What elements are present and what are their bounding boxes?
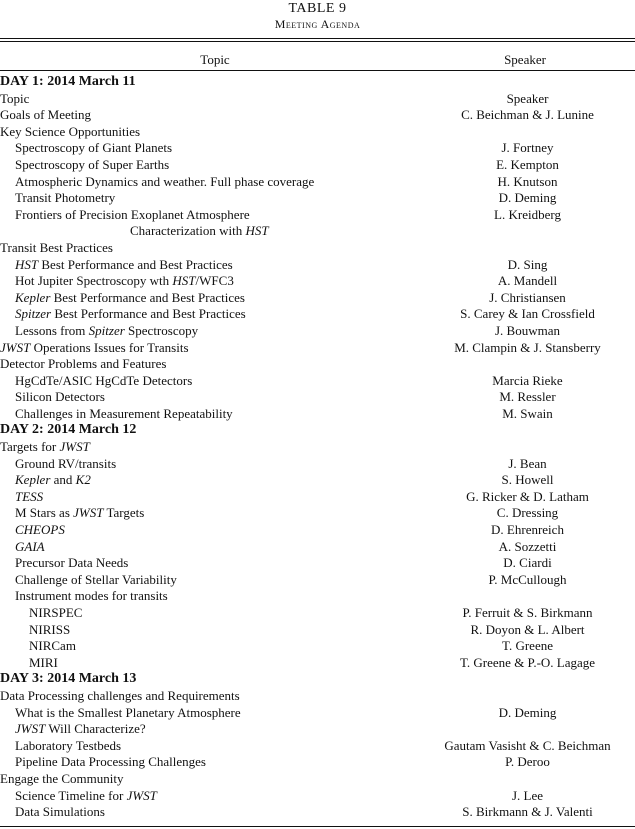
topic-segment: Challenge of Stellar Variability xyxy=(15,571,177,587)
topic-segment: Challenges in Measurement Repeatability xyxy=(15,405,233,421)
topic-segment: DAY 3: 2014 March 13 xyxy=(0,671,137,687)
topic-segment: Topic xyxy=(0,90,30,106)
table-row xyxy=(0,389,635,406)
topic-italic-segment: JWST xyxy=(73,505,104,521)
topic-segment: Data Simulations xyxy=(15,804,105,820)
row-topic xyxy=(15,721,146,738)
row-topic xyxy=(15,555,128,572)
row-topic xyxy=(15,505,144,522)
topic-segment: HgCdTe/ASIC HgCdTe Detectors xyxy=(15,372,193,388)
topic-segment: Data Processing challenges and Requirements xyxy=(0,687,240,703)
row-topic xyxy=(15,290,245,307)
topic-segment: Atmospheric Dynamics and weather. Full phase coverage xyxy=(15,173,315,189)
row-topic xyxy=(15,705,241,722)
row-speaker: P. Deroo xyxy=(505,754,550,770)
table-row xyxy=(0,439,635,456)
row-speaker: G. Ricker & D. Latham xyxy=(466,488,589,504)
table-row xyxy=(0,555,635,572)
topic-segment: Precursor Data Needs xyxy=(15,555,129,571)
table-row xyxy=(0,771,635,788)
table-row xyxy=(0,140,635,157)
row-topic xyxy=(0,124,140,141)
row-topic xyxy=(15,389,105,406)
topic-segment: NIRCam xyxy=(29,638,76,654)
row-topic xyxy=(15,572,177,589)
topic-italic-segment: Kepler xyxy=(15,289,51,305)
row-topic xyxy=(15,804,105,821)
topic-italic-segment: JWST xyxy=(15,721,46,737)
table-row xyxy=(0,688,635,705)
table-row xyxy=(0,705,635,722)
topic-italic-segment: Spitzer xyxy=(88,322,125,338)
row-speaker: Marcia Rieke xyxy=(492,372,563,388)
row-topic xyxy=(15,539,45,556)
topic-italic-segment: CHEOPS xyxy=(15,522,65,538)
row-speaker: A. Sozzetti xyxy=(498,538,557,554)
row-speaker: D. Deming xyxy=(498,704,557,720)
topic-segment: DAY 2: 2014 March 12 xyxy=(0,422,137,438)
table-row xyxy=(0,306,635,323)
row-speaker: C. Beichman & J. Lunine xyxy=(461,107,594,123)
topic-segment: Spectroscopy xyxy=(124,322,199,338)
row-topic xyxy=(29,605,82,622)
row-topic xyxy=(0,356,166,373)
row-topic xyxy=(15,588,168,605)
row-topic xyxy=(29,655,58,672)
table-row xyxy=(0,174,635,191)
row-topic xyxy=(0,771,123,788)
topic-segment: What is the Smallest Planetary Atmosphere xyxy=(15,704,241,720)
table-title: Meeting Agenda xyxy=(274,17,361,31)
table-row xyxy=(0,422,635,439)
table-row xyxy=(0,522,635,539)
topic-italic-segment: JWST xyxy=(59,439,90,455)
row-topic xyxy=(0,340,189,357)
row-topic xyxy=(15,754,206,771)
agenda-rows xyxy=(0,74,635,821)
table-row xyxy=(0,273,635,290)
row-speaker: P. McCullough xyxy=(488,571,567,587)
topic-italic-segment: GAIA xyxy=(15,538,45,554)
row-speaker: L. Kreidberg xyxy=(494,206,561,222)
topic-italic-segment: Spitzer xyxy=(15,306,52,322)
table-row xyxy=(0,107,635,124)
row-topic xyxy=(0,422,136,439)
topic-segment: NIRISS xyxy=(29,621,71,637)
table-row xyxy=(0,157,635,174)
row-speaker: E. Kempton xyxy=(496,156,559,172)
row-topic xyxy=(0,439,90,456)
topic-segment: Detector Problems and Features xyxy=(0,356,167,372)
table-row xyxy=(0,804,635,821)
table-row xyxy=(0,572,635,589)
row-topic xyxy=(15,373,192,390)
row-topic xyxy=(15,456,116,473)
table-row xyxy=(0,788,635,805)
topic-segment: M Stars as xyxy=(15,505,74,521)
column-header-speaker: Speaker xyxy=(504,52,546,67)
table-row xyxy=(0,539,635,556)
table-row xyxy=(0,340,635,357)
row-speaker: J. Bean xyxy=(508,455,547,471)
row-topic xyxy=(15,273,234,290)
topic-segment: NIRSPEC xyxy=(29,605,83,620)
row-speaker: J. Christiansen xyxy=(489,289,566,305)
top-rule-1 xyxy=(0,38,635,39)
row-topic xyxy=(0,671,136,688)
row-topic xyxy=(130,223,269,240)
row-speaker: D. Deming xyxy=(498,190,557,206)
table-row xyxy=(0,257,635,274)
table-row xyxy=(0,489,635,506)
row-topic xyxy=(29,622,70,639)
table-row xyxy=(0,373,635,390)
topic-segment: Best Performance and Best Practices xyxy=(38,256,233,272)
row-speaker: J. Bouwman xyxy=(495,322,560,338)
topic-italic-segment: HST xyxy=(172,273,196,289)
row-topic xyxy=(0,74,136,91)
topic-segment: Transit Photometry xyxy=(15,190,116,206)
table-row xyxy=(0,655,635,672)
row-topic xyxy=(15,522,65,539)
topic-segment: Laboratory Testbeds xyxy=(15,737,122,753)
topic-segment: Spectroscopy of Super Earths xyxy=(15,156,170,172)
topic-italic-segment: HST xyxy=(245,223,269,239)
topic-segment: and xyxy=(50,472,76,488)
row-speaker: M. Clampin & J. Stansberry xyxy=(454,339,601,355)
topic-segment: Targets for xyxy=(0,439,60,455)
topic-segment: Best Performance and Best Practices xyxy=(51,306,246,322)
row-speaker: S. Howell xyxy=(501,472,554,488)
row-topic xyxy=(15,190,115,207)
row-topic xyxy=(0,91,29,108)
table-row xyxy=(0,91,635,108)
topic-segment: Goals of Meeting xyxy=(0,107,91,123)
row-speaker: H. Knutson xyxy=(497,173,558,189)
table-row xyxy=(0,738,635,755)
row-topic xyxy=(15,472,91,489)
row-topic xyxy=(15,257,233,274)
row-topic xyxy=(15,207,250,224)
table-row xyxy=(0,622,635,639)
topic-italic-segment: K2 xyxy=(75,472,91,488)
topic-italic-segment: JWST xyxy=(126,787,157,803)
topic-segment: MIRI xyxy=(29,654,58,670)
table-row xyxy=(0,472,635,489)
row-speaker: M. Ressler xyxy=(499,389,556,405)
row-speaker: S. Carey & Ian Crossfield xyxy=(460,306,595,322)
top-rule-2 xyxy=(0,41,635,42)
table-row xyxy=(0,721,635,738)
row-topic xyxy=(15,157,169,174)
topic-italic-segment: TESS xyxy=(15,488,44,504)
table-row xyxy=(0,505,635,522)
topic-segment: Instrument modes for transits xyxy=(15,588,168,604)
table-number: TABLE 9 xyxy=(288,1,347,16)
topic-segment: Operations Issues for Transits xyxy=(30,339,189,355)
table-row xyxy=(0,223,635,240)
row-topic xyxy=(0,107,91,124)
topic-segment: Hot Jupiter Spectroscopy wth xyxy=(15,273,173,289)
topic-segment: Frontiers of Precision Exoplanet Atmosphere xyxy=(15,206,250,222)
row-topic xyxy=(15,489,43,506)
row-speaker: A. Mandell xyxy=(497,273,558,289)
topic-segment: Key Science Opportunities xyxy=(0,123,141,139)
topic-segment: Best Performance and Best Practices xyxy=(50,289,245,305)
row-topic xyxy=(15,323,198,340)
row-speaker: T. Greene & P.-O. Lagage xyxy=(459,654,596,670)
topic-segment: Pipeline Data Processing Challenges xyxy=(15,754,206,770)
topic-segment: Will Characterize? xyxy=(45,721,146,737)
table-row xyxy=(0,638,635,655)
topic-italic-segment: JWST xyxy=(0,339,31,355)
row-speaker: T. Greene xyxy=(501,638,553,654)
row-speaker: J. Fortney xyxy=(501,140,554,156)
header-rule xyxy=(0,70,635,71)
table-row xyxy=(0,671,635,688)
table-row xyxy=(0,74,635,91)
table-row xyxy=(0,190,635,207)
table-row xyxy=(0,605,635,622)
row-speaker: J. Lee xyxy=(511,787,544,803)
row-topic xyxy=(15,406,233,423)
row-speaker: S. Birkmann & J. Valenti xyxy=(462,804,593,820)
topic-segment: /WFC3 xyxy=(195,273,234,289)
row-topic xyxy=(15,788,157,805)
table-row xyxy=(0,456,635,473)
bottom-rule xyxy=(0,826,635,827)
row-topic xyxy=(15,140,172,157)
topic-italic-segment: HST xyxy=(15,256,39,272)
topic-segment: Spectroscopy of Giant Planets xyxy=(15,140,173,156)
row-topic xyxy=(0,688,240,705)
row-speaker: R. Doyon & L. Albert xyxy=(470,621,585,637)
topic-segment: Lessons from xyxy=(15,322,89,338)
topic-segment: Ground RV/transits xyxy=(15,455,117,471)
topic-segment: Silicon Detectors xyxy=(15,389,105,405)
row-speaker: D. Ciardi xyxy=(503,555,552,571)
table-row xyxy=(0,323,635,340)
row-topic xyxy=(29,638,76,655)
row-topic xyxy=(0,240,113,257)
row-speaker: P. Ferruit & S. Birkmann xyxy=(462,605,593,620)
topic-segment: Characterization with xyxy=(130,223,246,239)
row-topic xyxy=(15,306,246,323)
row-topic xyxy=(15,738,121,755)
row-speaker: D. Sing xyxy=(507,256,548,272)
table-row xyxy=(0,290,635,307)
table-row xyxy=(0,588,635,605)
table-row xyxy=(0,406,635,423)
row-speaker: Gautam Vasisht & C. Beichman xyxy=(444,737,611,753)
column-header-topic: Topic xyxy=(200,52,230,67)
topic-segment: DAY 1: 2014 March 11 xyxy=(0,74,136,89)
table-row xyxy=(0,124,635,141)
row-speaker: D. Ehrenreich xyxy=(491,522,564,538)
topic-segment: Targets xyxy=(103,505,145,521)
topic-segment: Engage the Community xyxy=(0,770,124,786)
topic-segment: Science Timeline for xyxy=(15,787,127,803)
table-row xyxy=(0,356,635,373)
row-topic xyxy=(15,174,314,191)
table-row xyxy=(0,207,635,224)
row-speaker: M. Swain xyxy=(502,405,553,421)
table-row xyxy=(0,240,635,257)
row-speaker: Speaker xyxy=(506,90,549,106)
row-speaker: C. Dressing xyxy=(496,505,559,521)
table-row xyxy=(0,754,635,771)
topic-italic-segment: Kepler xyxy=(15,472,51,488)
topic-segment: Transit Best Practices xyxy=(0,239,113,255)
